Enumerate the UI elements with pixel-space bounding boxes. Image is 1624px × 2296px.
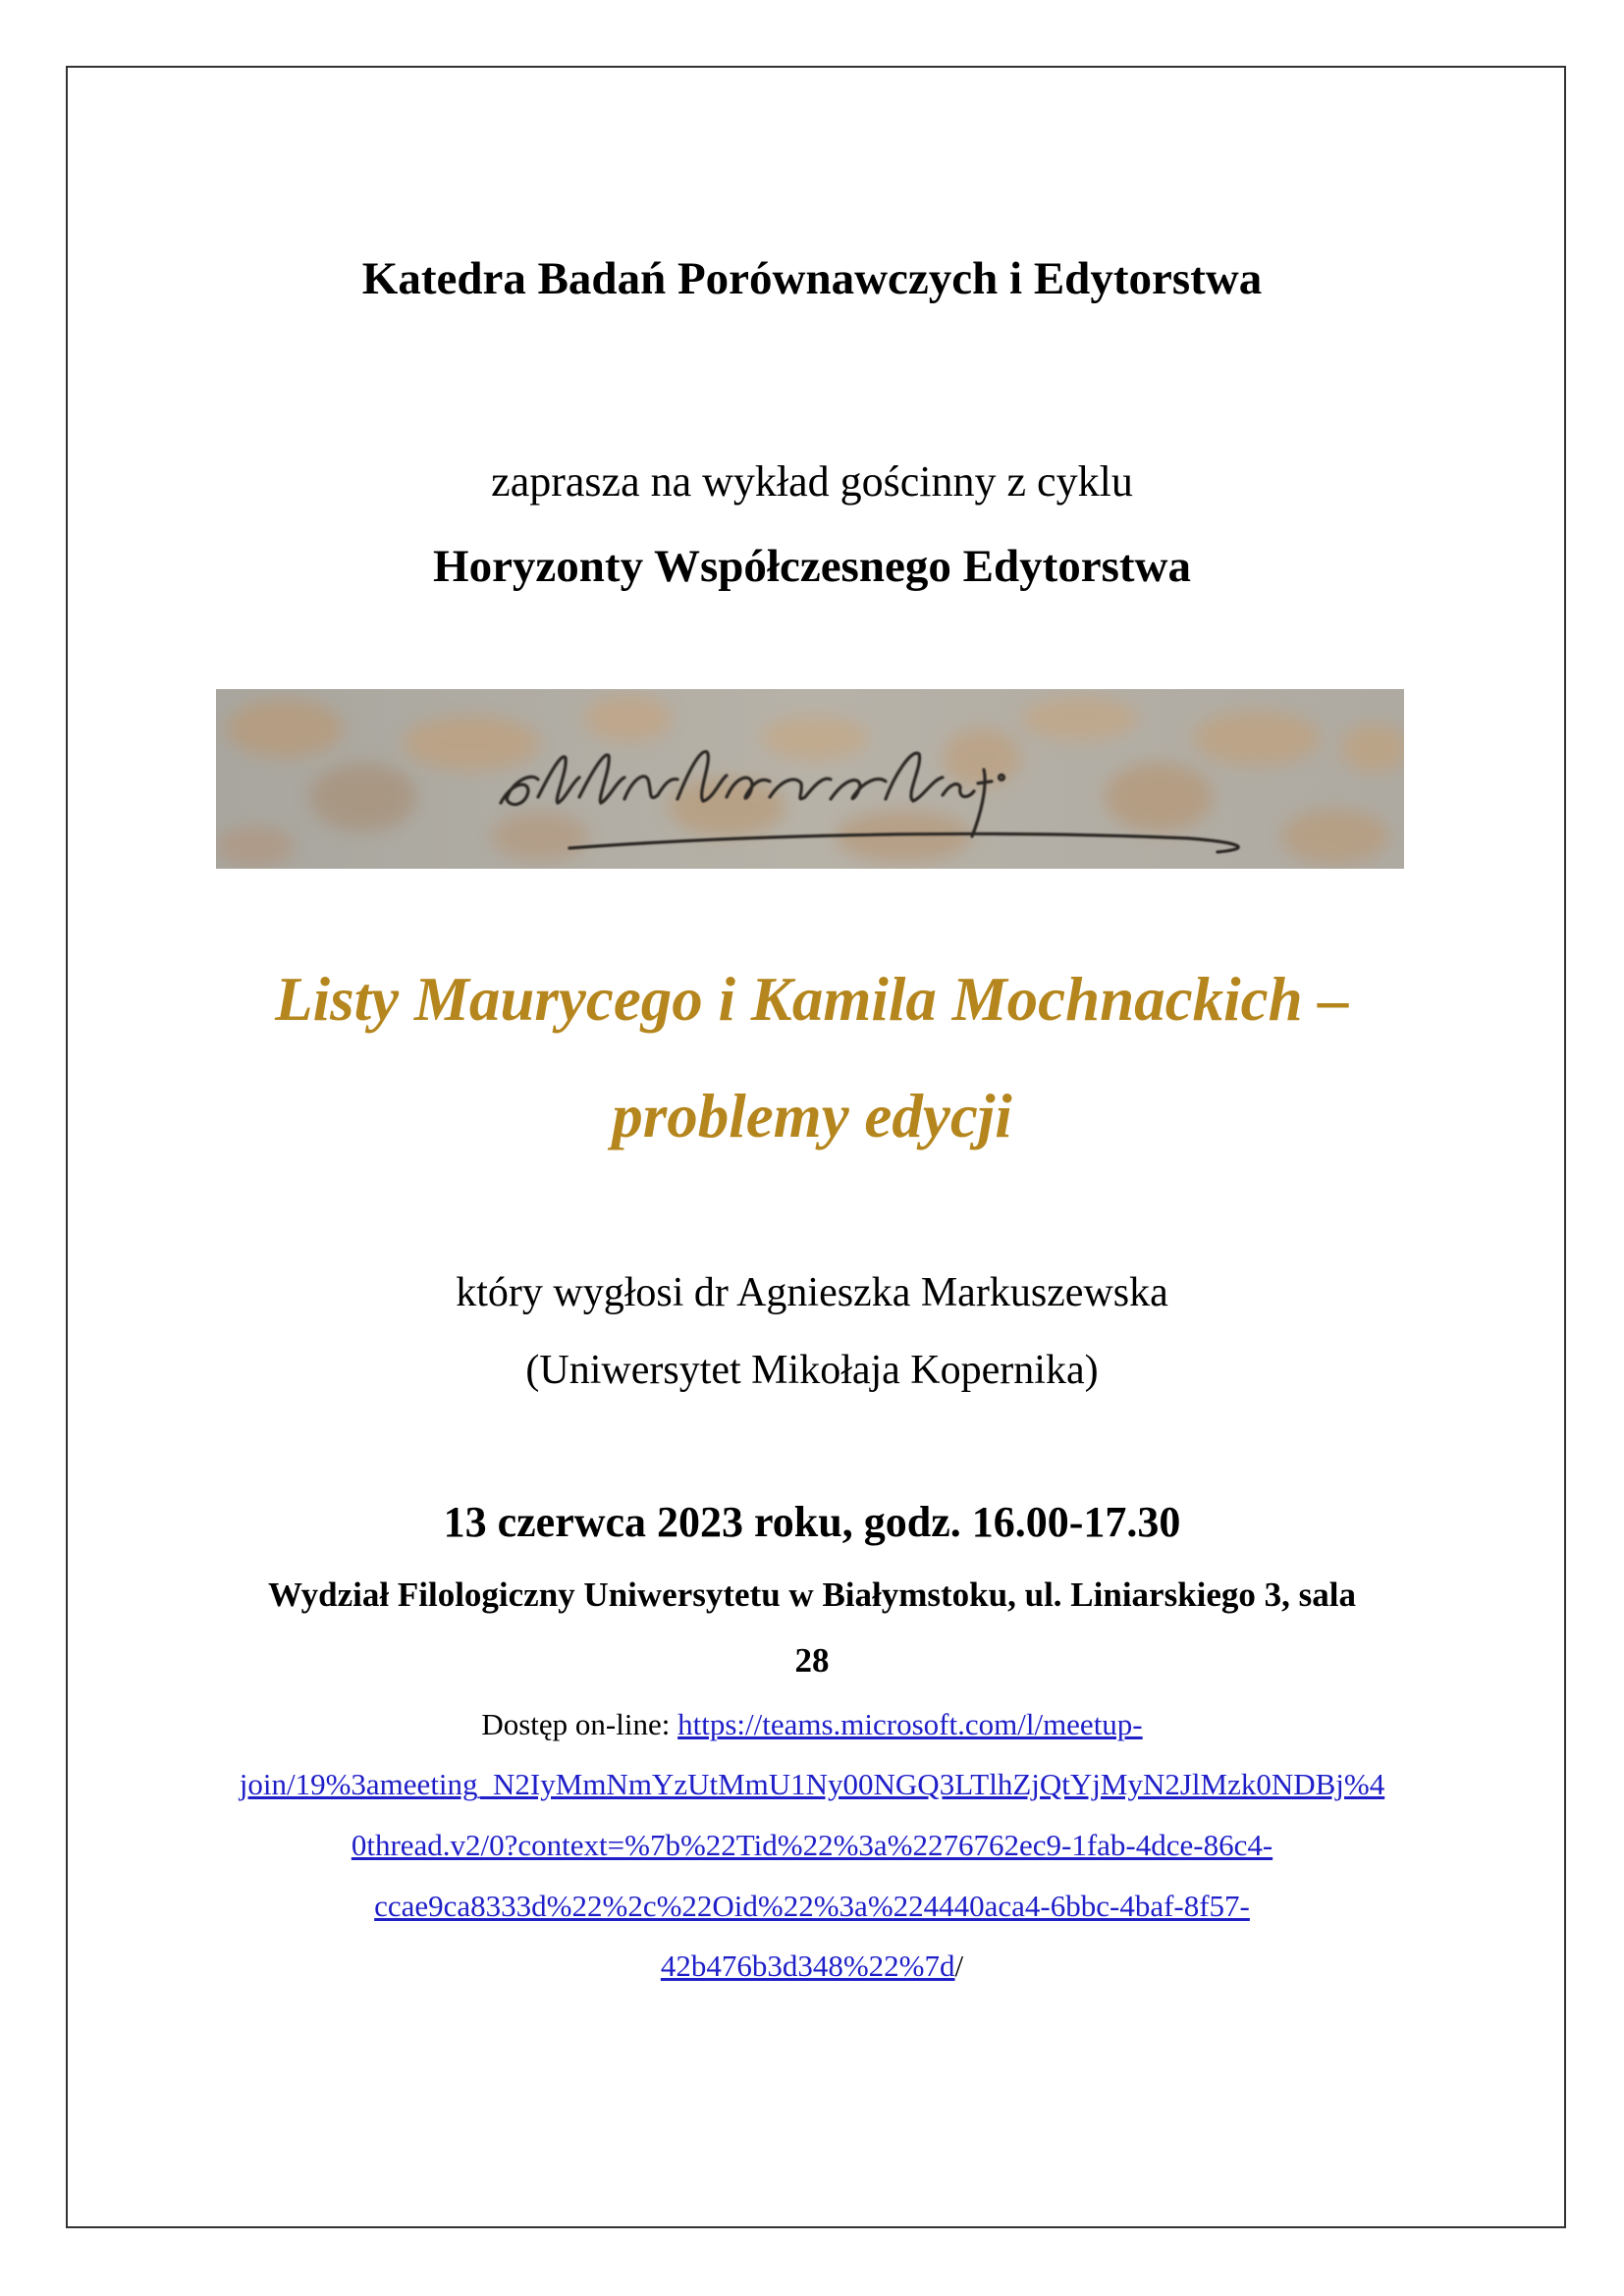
meeting-link-part-2[interactable]: join/19%3ameeting_N2IyMmNmYzUtMmU1Ny00NGQ3LTlhZjQtYjMyN2JlMzk0NDBj%4 [239, 1767, 1385, 1801]
venue-line-2: 28 [794, 1641, 830, 1680]
organizer-heading: Katedra Badań Porównawczych i Edytorstwa [361, 253, 1263, 304]
series-name: Horyzonty Współczesnego Edytorstwa [433, 541, 1191, 592]
meeting-link-part-1[interactable]: https://teams.microsoft.com/l/meetup- [677, 1707, 1143, 1741]
event-date-time: 13 czerwca 2023 roku, godz. 16.00-17.30 [443, 1498, 1181, 1546]
meeting-link-part-3[interactable]: 0thread.v2/0?context=%7b%22Tid%22%3a%2276762ec9-1fab-4dce-86c4- [351, 1828, 1273, 1862]
online-access-line-2 [0, 1763, 1624, 1806]
meeting-link-part-4[interactable]: ccae9ca8333d%22%2c%22Oid%22%3a%224440aca4-6bbc-4baf-8f57- [374, 1889, 1250, 1923]
lecture-title-line-2: problemy edycji [612, 1082, 1012, 1150]
online-access-line-1 [0, 1703, 1624, 1746]
invite-text: zaprasza na wykład gościnny z cyklu [491, 457, 1133, 506]
handwriting-banner-image [216, 689, 1404, 869]
meeting-link-part-5[interactable]: 42b476b3d348%22%7d [660, 1949, 955, 1983]
online-access-line-3 [0, 1824, 1624, 1867]
speaker-affiliation: (Uniwersytet Mikołaja Kopernika) [525, 1348, 1099, 1393]
lecture-title-line-1: Listy Maurycego i Kamila Mochnackich – [275, 965, 1349, 1034]
link-trailing-slash: / [954, 1949, 964, 1983]
speaker-line: który wygłosi dr Agnieszka Markuszewska [456, 1270, 1168, 1315]
online-access-label: Dostęp on-line: [481, 1707, 678, 1741]
venue-line-1: Wydział Filologiczny Uniwersytetu w Białymstoku, ul. Liniarskiego 3, sala [267, 1575, 1357, 1614]
online-access-line-5 [0, 1945, 1624, 1988]
online-access-line-4 [0, 1885, 1624, 1928]
